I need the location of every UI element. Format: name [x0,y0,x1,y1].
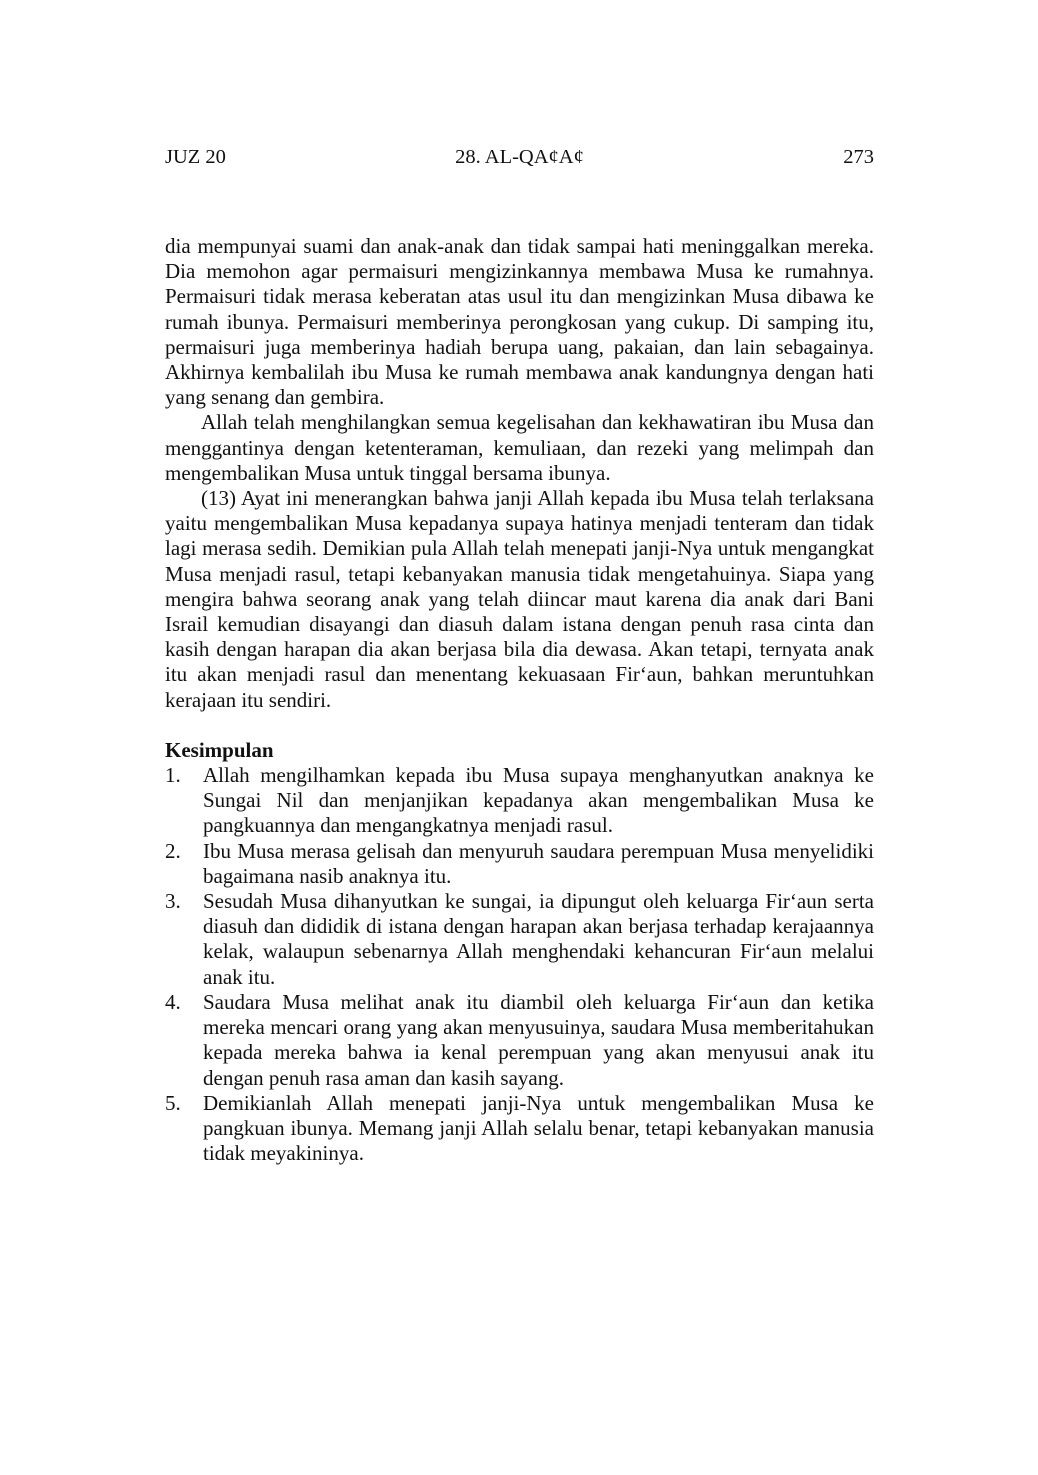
juz-label: JUZ 20 [165,146,226,168]
list-item-number: 5. [165,1090,181,1115]
surah-title: 28. AL-QA¢A¢ [455,146,584,168]
list-item [165,990,874,1091]
list-item-text: Allah mengilhamkan kepada ibu Musa supaya menghanyutkan anaknya ke Sungai Nil dan menjanjikan kepadanya akan mengembalikan Musa ke pangkuannya dan mengangkatnya menjadi rasul. [203,763,874,838]
list-item-number: 4. [165,989,181,1014]
page-number: 273 [843,146,874,168]
list-item-number: 1. [165,763,181,788]
paragraph: Allah telah menghilangkan semua kegelisahan dan kekhawatiran ibu Musa dan menggantinya dengan ketenteraman, kemuliaan, dan rezeki yang melimpah dan mengembalikan Musa untuk tinggal bersama ibunya. [165,410,874,485]
list-item-text: Sesudah Musa dihanyutkan ke sungai, ia dipungut oleh keluarga Fir‘aun serta diasuh dan dididik di istana dengan harapan akan berjasa terhadap kerajaannya kelak, walaupun sebenarnya Allah menghendaki kehancuran Fir‘aun melalui anak itu. [203,889,874,989]
list-item [165,839,874,889]
page-header [165,146,874,174]
body-text [165,234,874,1166]
list-item [165,889,874,990]
list-item-text: Ibu Musa merasa gelisah dan menyuruh saudara perempuan Musa menyelidiki bagaimana nasib anaknya itu. [203,838,874,888]
conclusion-list [165,763,874,1166]
paragraph-verse-13: (13) Ayat ini menerangkan bahwa janji Allah kepada ibu Musa telah terlaksana yaitu mengembalikan Musa kepadanya supaya hatinya menjadi tenteram dan tidak lagi merasa sedih. Demikian pula Allah telah menepati janji-Nya untuk mengangkat Musa menjadi rasul, tetapi kebanyakan manusia tidak mengetahuinya. Siapa yang mengira bahwa seorang anak yang telah diincar maut karena dia anak dari Bani Israil kemudian disayangi dan diasuh dalam istana dengan penuh rasa cinta dan kasih dengan harapan dia akan berjasa bila dia dewasa. Akan tetapi, ternyata anak itu akan menjadi rasul dan menentang kekuasaan Fir‘aun, bahkan meruntuhkan kerajaan itu sendiri. [165,486,874,712]
list-item [165,1091,874,1167]
list-item-number: 3. [165,889,181,914]
conclusion-heading: Kesimpulan [165,737,274,762]
list-item-text: Demikianlah Allah menepati janji-Nya untuk mengembalikan Musa ke pangkuan ibunya. Memang janji Allah selalu benar, tetapi kebanyakan manusia tidak meyakininya. [203,1090,874,1166]
list-item-text: Saudara Musa melihat anak itu diambil oleh keluarga Fir‘aun dan ketika mereka mencari orang yang akan menyusuinya, saudara Musa memberitahukan kepada mereka bahwa ia kenal perempuan yang akan menyusui anak itu dengan penuh rasa aman dan kasih sayang. [203,989,874,1090]
list-item [165,763,874,839]
paragraph-continuation: dia mempunyai suami dan anak-anak dan tidak sampai hati meninggalkan mereka. Dia memohon agar permaisuri mengizinkannya membawa Musa ke rumahnya. Permaisuri tidak merasa keberatan atas usul itu dan mengizinkan Musa dibawa ke rumah ibunya. Permaisuri memberinya perongkosan yang cukup. Di samping itu, permaisuri juga memberinya hadiah berupa uang, pakaian, dan lain sebagainya. Akhirnya kembalilah ibu Musa ke rumah membawa anak kandungnya dengan hati yang senang dan gembira. [165,234,874,410]
list-item-number: 2. [165,838,181,863]
